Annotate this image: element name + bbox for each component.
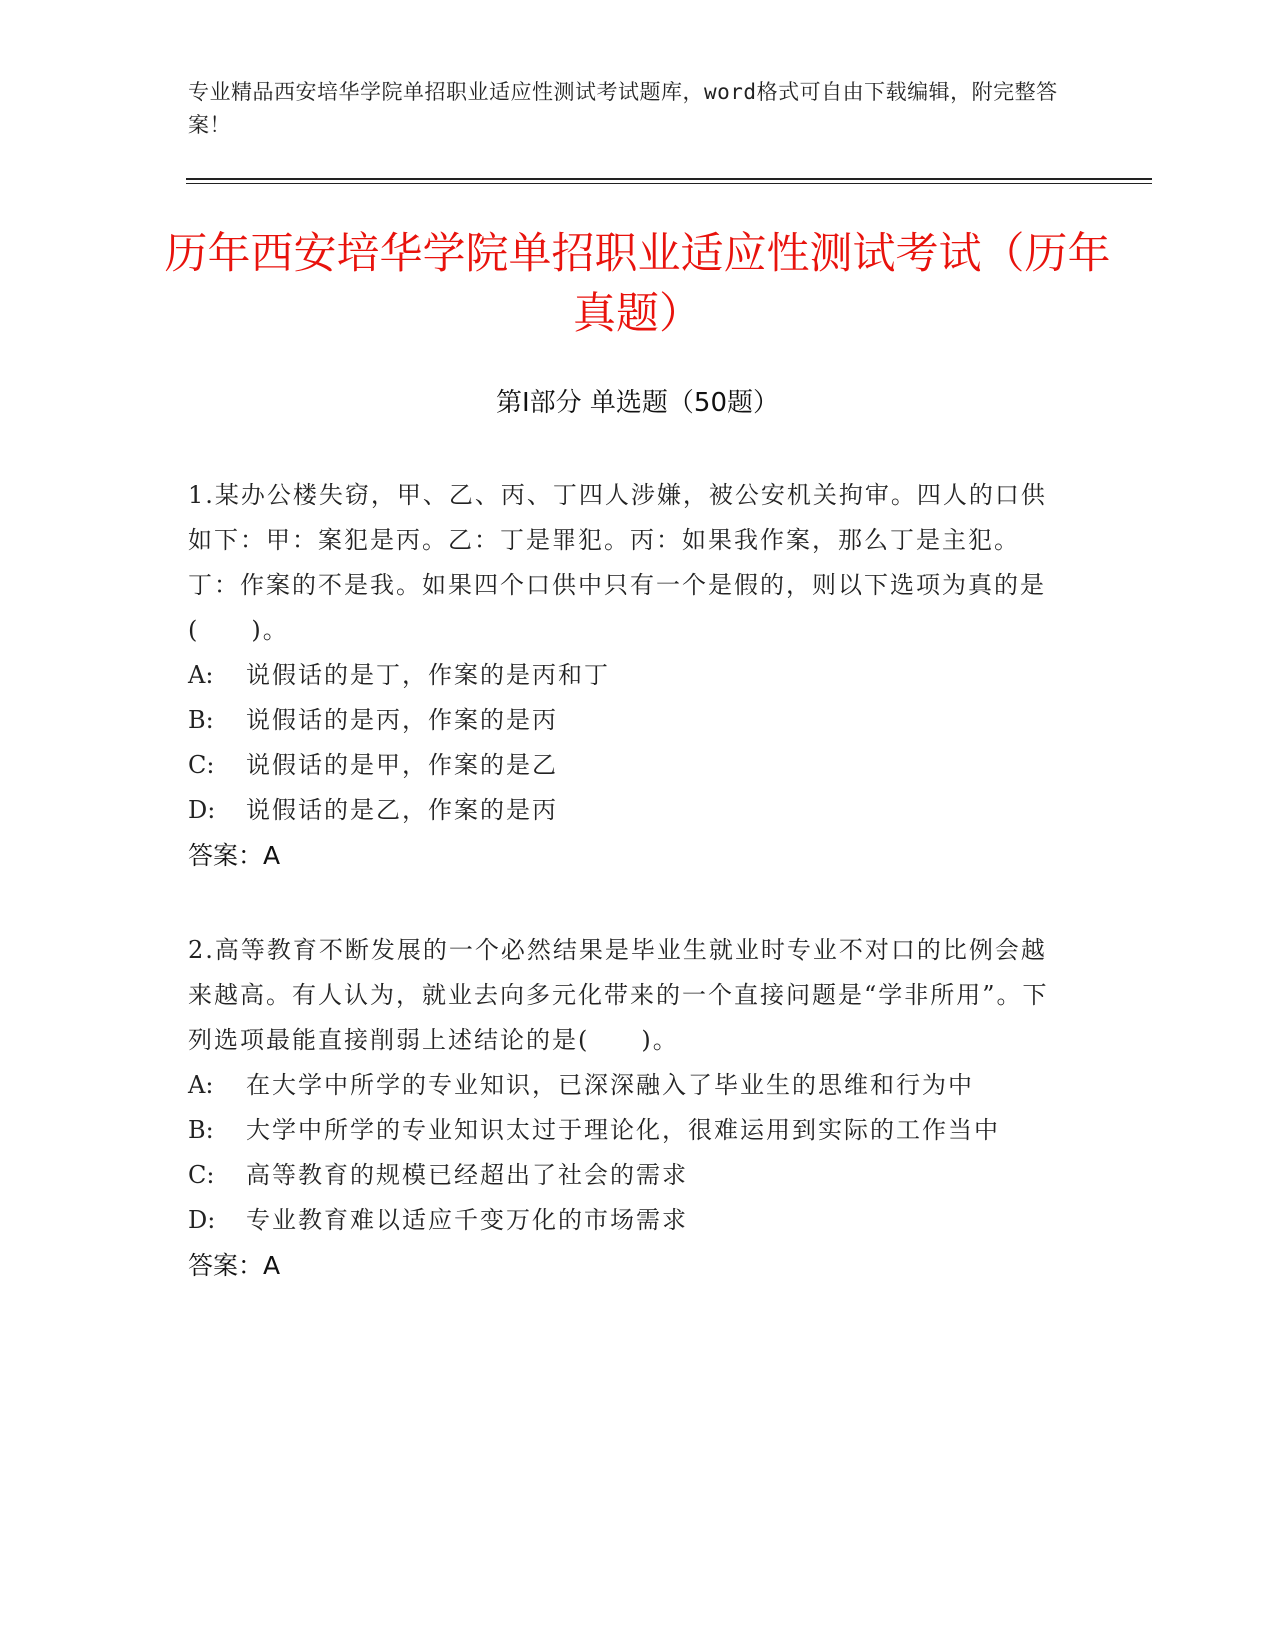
option-b bbox=[188, 698, 1068, 743]
option-d bbox=[188, 1198, 1068, 1243]
option-text: 大学中所学的专业知识太过于理论化，很难运用到实际的工作当中 bbox=[246, 1116, 1000, 1144]
answer-line: 答案：A bbox=[188, 1251, 281, 1280]
question-1 bbox=[188, 473, 1068, 878]
question-stem: 1.某办公楼失窃，甲、乙、丙、丁四人涉嫌，被公安机关拘审。四人的口供如下：甲：案犯是丙。乙：丁是罪犯。丙：如果我作案，那么丁是主犯。丁：作案的不是我。如果四个口供中只有一个是假的，则以下选项为真的是( )。 bbox=[188, 481, 1047, 644]
option-b bbox=[188, 1108, 1068, 1153]
option-text: 专业教育难以适应千变万化的市场需求 bbox=[246, 1206, 688, 1234]
option-d bbox=[188, 788, 1068, 833]
option-key: B: bbox=[188, 706, 214, 734]
option-a bbox=[188, 653, 1068, 698]
option-key: D: bbox=[188, 1206, 216, 1234]
header-divider-thick bbox=[186, 178, 1152, 180]
option-text: 说假话的是乙，作案的是丙 bbox=[246, 796, 558, 824]
option-key: A: bbox=[188, 1071, 214, 1099]
option-text: 说假话的是丙，作案的是丙 bbox=[246, 706, 558, 734]
option-text: 说假话的是甲，作案的是乙 bbox=[246, 751, 558, 779]
question-2 bbox=[188, 928, 1068, 1288]
option-text: 在大学中所学的专业知识，已深深融入了毕业生的思维和行为中 bbox=[246, 1071, 974, 1099]
option-key: C: bbox=[188, 1161, 215, 1189]
answer-line: 答案：A bbox=[188, 841, 281, 870]
option-a bbox=[188, 1063, 1068, 1108]
option-key: D: bbox=[188, 796, 216, 824]
section-title: 第Ⅰ部分 单选题（50题） bbox=[495, 388, 780, 418]
option-c bbox=[188, 1153, 1068, 1198]
option-key: A: bbox=[188, 661, 214, 689]
question-stem: 2.高等教育不断发展的一个必然结果是毕业生就业时专业不对口的比例会越来越高。有人认为，就业去向多元化带来的一个直接问题是“学非所用”。下列选项最能直接削弱上述结论的是( )。 bbox=[188, 936, 1049, 1054]
header-divider-thin bbox=[186, 183, 1152, 184]
header-note: 专业精品西安培华学院单招职业适应性测试考试题库，word格式可自由下载编辑，附完整答案！ bbox=[188, 80, 1058, 137]
option-key: C: bbox=[188, 751, 215, 779]
option-key: B: bbox=[188, 1116, 214, 1144]
option-text: 说假话的是丁，作案的是丙和丁 bbox=[246, 661, 610, 689]
option-c bbox=[188, 743, 1068, 788]
option-text: 高等教育的规模已经超出了社会的需求 bbox=[246, 1161, 688, 1189]
document-title: 历年西安培华学院单招职业适应性测试考试（历年真题） bbox=[164, 229, 1111, 339]
